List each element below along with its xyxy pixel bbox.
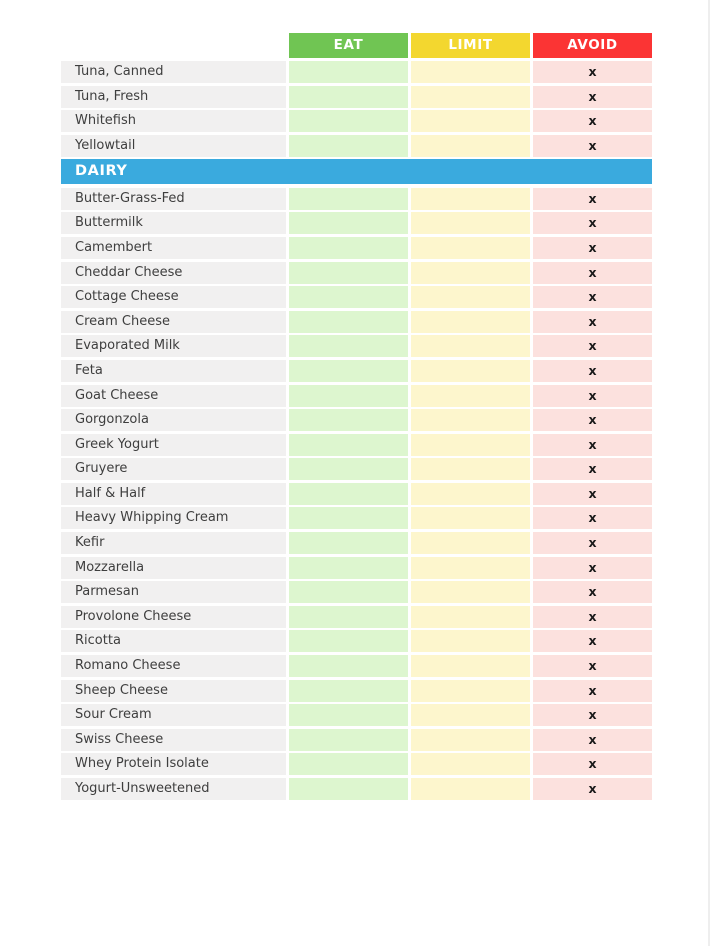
limit-cell	[411, 335, 530, 357]
table-row	[61, 483, 652, 505]
food-label: Feta	[61, 360, 286, 382]
food-label: Cottage Cheese	[61, 286, 286, 308]
limit-cell	[411, 729, 530, 751]
table-row	[61, 286, 652, 308]
table-row	[61, 729, 652, 751]
avoid-mark: x	[533, 704, 652, 726]
limit-cell	[411, 581, 530, 603]
table-row	[61, 110, 652, 132]
table-row	[61, 630, 652, 652]
eat-cell	[289, 262, 408, 284]
avoid-mark: x	[533, 409, 652, 431]
limit-cell	[411, 286, 530, 308]
eat-cell	[289, 286, 408, 308]
table-row	[61, 532, 652, 554]
food-label: Camembert	[61, 237, 286, 259]
section-header: DAIRY	[61, 159, 652, 184]
food-label: Gorgonzola	[61, 409, 286, 431]
food-label: Tuna, Canned	[61, 61, 286, 83]
table-row	[61, 655, 652, 677]
food-label: Provolone Cheese	[61, 606, 286, 628]
eat-cell	[289, 581, 408, 603]
food-label: Mozzarella	[61, 557, 286, 579]
limit-cell	[411, 458, 530, 480]
limit-cell	[411, 507, 530, 529]
avoid-mark: x	[533, 110, 652, 132]
limit-cell	[411, 655, 530, 677]
limit-cell	[411, 311, 530, 333]
avoid-mark: x	[533, 729, 652, 751]
table-row	[61, 212, 652, 234]
avoid-mark: x	[533, 188, 652, 210]
limit-cell	[411, 434, 530, 456]
limit-cell	[411, 630, 530, 652]
avoid-mark: x	[533, 680, 652, 702]
table-row	[61, 704, 652, 726]
limit-cell	[411, 61, 530, 83]
food-label: Butter-Grass-Fed	[61, 188, 286, 210]
food-label: Cream Cheese	[61, 311, 286, 333]
table-row	[61, 237, 652, 259]
avoid-mark: x	[533, 483, 652, 505]
food-label: Sheep Cheese	[61, 680, 286, 702]
limit-cell	[411, 483, 530, 505]
eat-cell	[289, 704, 408, 726]
limit-cell	[411, 262, 530, 284]
table-row	[61, 778, 652, 800]
table-row	[61, 86, 652, 108]
eat-cell	[289, 557, 408, 579]
avoid-mark: x	[533, 262, 652, 284]
eat-cell	[289, 335, 408, 357]
eat-cell	[289, 606, 408, 628]
eat-cell	[289, 360, 408, 382]
eat-cell	[289, 409, 408, 431]
eat-cell	[289, 778, 408, 800]
avoid-mark: x	[533, 655, 652, 677]
table-row	[61, 680, 652, 702]
limit-cell	[411, 704, 530, 726]
table-row	[61, 434, 652, 456]
food-label: Parmesan	[61, 581, 286, 603]
food-label: Evaporated Milk	[61, 335, 286, 357]
eat-cell	[289, 680, 408, 702]
food-label: Gruyere	[61, 458, 286, 480]
food-label: Greek Yogurt	[61, 434, 286, 456]
limit-cell	[411, 680, 530, 702]
page-edge-line	[708, 0, 710, 946]
eat-cell	[289, 729, 408, 751]
food-label: Yogurt-Unsweetened	[61, 778, 286, 800]
limit-cell	[411, 110, 530, 132]
food-label: Swiss Cheese	[61, 729, 286, 751]
table-row	[61, 335, 652, 357]
avoid-mark: x	[533, 61, 652, 83]
avoid-mark: x	[533, 532, 652, 554]
table-row	[61, 385, 652, 407]
avoid-mark: x	[533, 86, 652, 108]
limit-cell	[411, 409, 530, 431]
limit-cell	[411, 212, 530, 234]
limit-cell	[411, 360, 530, 382]
table-row	[61, 360, 652, 382]
table-row	[61, 507, 652, 529]
food-label: Whitefish	[61, 110, 286, 132]
avoid-mark: x	[533, 458, 652, 480]
avoid-mark: x	[533, 335, 652, 357]
food-label: Tuna, Fresh	[61, 86, 286, 108]
food-label: Half & Half	[61, 483, 286, 505]
limit-cell	[411, 86, 530, 108]
table-row	[61, 606, 652, 628]
limit-cell	[411, 753, 530, 775]
eat-cell	[289, 753, 408, 775]
food-label: Ricotta	[61, 630, 286, 652]
table-row	[61, 311, 652, 333]
limit-cell	[411, 188, 530, 210]
avoid-mark: x	[533, 385, 652, 407]
eat-cell	[289, 434, 408, 456]
food-label: Sour Cream	[61, 704, 286, 726]
limit-cell	[411, 135, 530, 157]
food-label: Romano Cheese	[61, 655, 286, 677]
eat-cell	[289, 532, 408, 554]
avoid-mark: x	[533, 778, 652, 800]
avoid-mark: x	[533, 212, 652, 234]
eat-column-header: EAT	[289, 33, 408, 58]
table-body	[61, 61, 652, 800]
avoid-mark: x	[533, 237, 652, 259]
eat-cell	[289, 630, 408, 652]
eat-cell	[289, 655, 408, 677]
avoid-mark: x	[533, 606, 652, 628]
eat-cell	[289, 385, 408, 407]
table-row	[61, 188, 652, 210]
food-label: Buttermilk	[61, 212, 286, 234]
limit-column-header: LIMIT	[411, 33, 530, 58]
table-header	[61, 33, 652, 58]
eat-cell	[289, 483, 408, 505]
limit-cell	[411, 532, 530, 554]
food-label: Whey Protein Isolate	[61, 753, 286, 775]
eat-cell	[289, 458, 408, 480]
avoid-mark: x	[533, 753, 652, 775]
avoid-mark: x	[533, 507, 652, 529]
limit-cell	[411, 385, 530, 407]
table-row	[61, 262, 652, 284]
avoid-mark: x	[533, 581, 652, 603]
header-spacer	[61, 33, 286, 58]
food-label: Goat Cheese	[61, 385, 286, 407]
eat-cell	[289, 110, 408, 132]
eat-cell	[289, 61, 408, 83]
eat-cell	[289, 188, 408, 210]
eat-cell	[289, 311, 408, 333]
eat-cell	[289, 237, 408, 259]
avoid-column-header: AVOID	[533, 33, 652, 58]
table-row	[61, 135, 652, 157]
eat-cell	[289, 212, 408, 234]
avoid-mark: x	[533, 311, 652, 333]
food-table	[61, 33, 652, 803]
avoid-mark: x	[533, 630, 652, 652]
table-row	[61, 753, 652, 775]
table-row	[61, 409, 652, 431]
avoid-mark: x	[533, 135, 652, 157]
food-label: Heavy Whipping Cream	[61, 507, 286, 529]
avoid-mark: x	[533, 434, 652, 456]
eat-cell	[289, 135, 408, 157]
food-label: Kefir	[61, 532, 286, 554]
limit-cell	[411, 237, 530, 259]
table-row	[61, 557, 652, 579]
food-label: Cheddar Cheese	[61, 262, 286, 284]
table-row	[61, 581, 652, 603]
table-row	[61, 458, 652, 480]
avoid-mark: x	[533, 557, 652, 579]
table-row	[61, 61, 652, 83]
limit-cell	[411, 778, 530, 800]
eat-cell	[289, 86, 408, 108]
limit-cell	[411, 557, 530, 579]
eat-cell	[289, 507, 408, 529]
avoid-mark: x	[533, 360, 652, 382]
limit-cell	[411, 606, 530, 628]
food-label: Yellowtail	[61, 135, 286, 157]
avoid-mark: x	[533, 286, 652, 308]
